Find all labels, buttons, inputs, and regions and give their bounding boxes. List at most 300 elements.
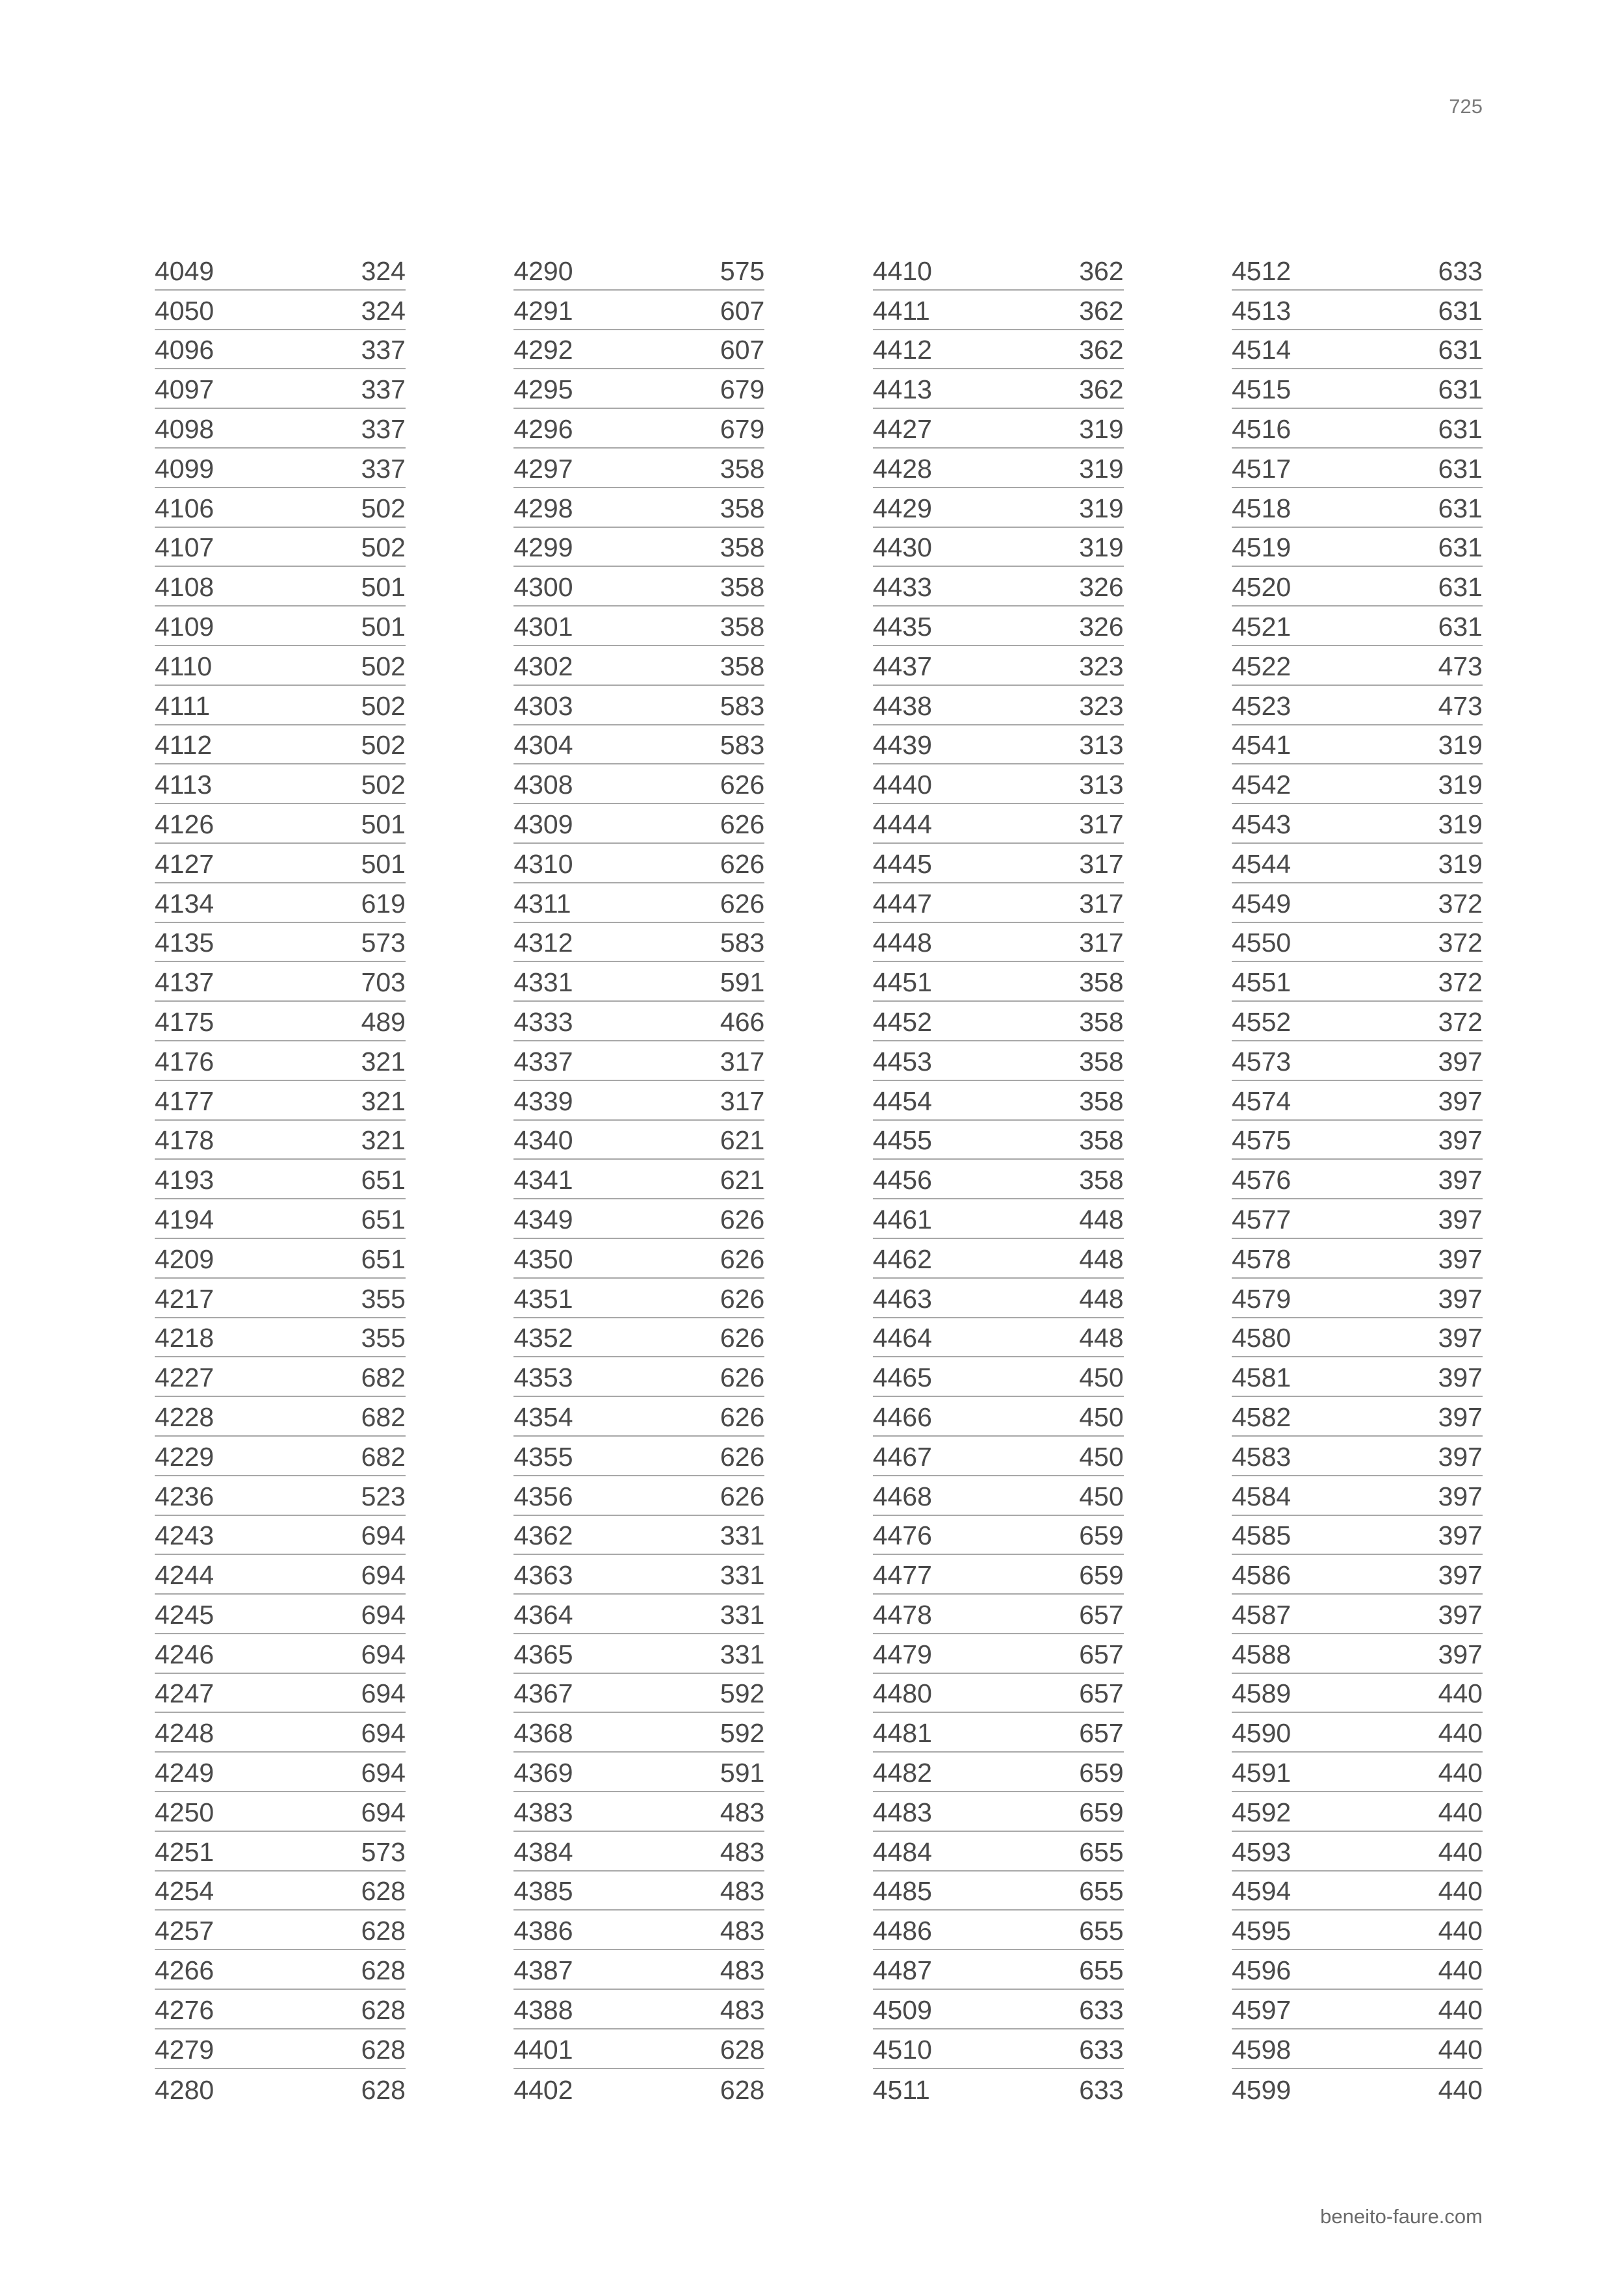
index-row <box>1232 1318 1483 1358</box>
index-row <box>155 1872 406 1911</box>
index-row <box>513 528 764 567</box>
index-row <box>155 1121 406 1160</box>
index-row <box>1232 1041 1483 1081</box>
index-row <box>1232 567 1483 607</box>
reference-number: 4384 <box>513 1836 573 1867</box>
index-row <box>873 1081 1124 1121</box>
page-reference: 655 <box>1079 1836 1124 1867</box>
reference-number: 4574 <box>1231 1086 1292 1116</box>
reference-number: 4175 <box>155 1006 214 1037</box>
index-row <box>1232 1081 1483 1121</box>
page-reference: 626 <box>720 1283 765 1314</box>
reference-number: 4291 <box>513 295 573 326</box>
page-reference: 633 <box>1079 2075 1124 2106</box>
index-row <box>155 291 406 330</box>
index-row <box>873 725 1124 765</box>
page-reference: 319 <box>1079 413 1124 444</box>
reference-index <box>155 251 1483 2108</box>
index-row <box>513 449 764 488</box>
reference-number: 4592 <box>1231 1797 1292 1827</box>
index-row <box>873 764 1124 804</box>
reference-number: 4464 <box>872 1323 932 1353</box>
index-row <box>1232 251 1483 291</box>
reference-number: 4466 <box>872 1402 932 1432</box>
reference-number: 4311 <box>513 888 571 919</box>
reference-number: 4383 <box>513 1797 573 1827</box>
index-row <box>873 1634 1124 1674</box>
page-reference: 317 <box>1079 928 1124 958</box>
index-row <box>155 1832 406 1872</box>
page-reference: 626 <box>720 888 765 919</box>
reference-number: 4573 <box>1231 1046 1292 1076</box>
index-row <box>513 409 764 449</box>
page-reference: 397 <box>1438 1639 1483 1669</box>
reference-number: 4444 <box>872 809 932 839</box>
page-reference: 682 <box>361 1441 406 1472</box>
page-reference: 372 <box>1438 967 1483 998</box>
index-row <box>873 1121 1124 1160</box>
index-row <box>513 607 764 646</box>
page-reference: 448 <box>1079 1244 1124 1274</box>
index-row <box>1232 1121 1483 1160</box>
index-row <box>873 1872 1124 1911</box>
page-reference: 450 <box>1079 1402 1124 1432</box>
reference-number: 4341 <box>513 1165 573 1195</box>
index-row <box>1232 1555 1483 1595</box>
page-reference: 626 <box>720 1244 765 1274</box>
reference-number: 4429 <box>872 493 932 523</box>
page-reference: 337 <box>361 335 406 365</box>
index-row <box>873 1437 1124 1476</box>
reference-number: 4597 <box>1231 1994 1292 2025</box>
page-reference: 440 <box>1438 1797 1483 1827</box>
reference-number: 4487 <box>872 1955 932 1986</box>
page-reference: 331 <box>720 1560 765 1591</box>
index-row <box>513 1516 764 1556</box>
page-reference: 362 <box>1079 295 1124 326</box>
reference-number: 4134 <box>155 888 214 919</box>
page-reference: 631 <box>1438 611 1483 642</box>
reference-number: 4350 <box>513 1244 573 1274</box>
page-reference: 397 <box>1438 1402 1483 1432</box>
reference-number: 4193 <box>155 1165 214 1195</box>
index-row <box>1232 1753 1483 1792</box>
index-row <box>873 369 1124 409</box>
index-row <box>513 1950 764 1990</box>
page-reference: 358 <box>1079 1165 1124 1195</box>
index-row <box>1232 528 1483 567</box>
index-row <box>155 409 406 449</box>
index-row <box>155 607 406 646</box>
reference-number: 4550 <box>1231 928 1292 958</box>
page-reference: 607 <box>720 335 765 365</box>
index-row <box>873 1990 1124 2029</box>
page-reference: 397 <box>1438 1086 1483 1116</box>
page-reference: 583 <box>720 730 765 761</box>
reference-number: 4519 <box>1231 532 1292 563</box>
page-reference: 694 <box>361 1639 406 1669</box>
reference-number: 4468 <box>872 1481 932 1511</box>
page-reference: 358 <box>720 453 765 484</box>
page-reference: 321 <box>361 1046 406 1076</box>
page-reference: 317 <box>1079 809 1124 839</box>
reference-number: 4309 <box>513 809 573 839</box>
reference-number: 4461 <box>872 1204 932 1234</box>
index-row <box>513 567 764 607</box>
reference-number: 4236 <box>155 1481 214 1511</box>
reference-number: 4486 <box>872 1916 932 1946</box>
reference-number: 4542 <box>1231 770 1292 800</box>
page-reference: 319 <box>1079 453 1124 484</box>
page-reference: 575 <box>720 255 765 286</box>
page-reference: 397 <box>1438 1481 1483 1511</box>
index-row <box>873 686 1124 725</box>
index-row <box>155 1041 406 1081</box>
reference-number: 4254 <box>155 1876 214 1907</box>
reference-number: 4276 <box>155 1994 214 2025</box>
reference-number: 4587 <box>1231 1599 1292 1630</box>
reference-number: 4433 <box>872 572 932 603</box>
reference-number: 4387 <box>513 1955 573 1986</box>
page-reference: 397 <box>1438 1520 1483 1551</box>
index-row <box>513 1872 764 1911</box>
reference-number: 4266 <box>155 1955 214 1986</box>
page-reference: 331 <box>720 1639 765 1669</box>
reference-number: 4113 <box>155 770 213 800</box>
index-column-3 <box>873 251 1124 2108</box>
page-reference: 473 <box>1438 651 1483 681</box>
index-row <box>513 1199 764 1239</box>
reference-number: 4245 <box>155 1599 214 1630</box>
reference-number: 4298 <box>513 493 573 523</box>
index-row <box>873 883 1124 923</box>
reference-number: 4110 <box>155 651 213 681</box>
reference-number: 4596 <box>1231 1955 1292 1986</box>
page-reference: 319 <box>1438 770 1483 800</box>
reference-number: 4580 <box>1231 1323 1292 1353</box>
index-row <box>513 330 764 370</box>
page-reference: 631 <box>1438 532 1483 563</box>
reference-number: 4451 <box>872 967 932 998</box>
reference-number: 4513 <box>1231 295 1292 326</box>
reference-number: 4302 <box>513 651 573 681</box>
index-row <box>155 844 406 883</box>
index-row <box>1232 291 1483 330</box>
index-row <box>1232 962 1483 1002</box>
reference-number: 4297 <box>513 453 573 484</box>
page-reference: 501 <box>361 848 406 879</box>
reference-number: 4576 <box>1231 1165 1292 1195</box>
reference-number: 4351 <box>513 1283 573 1314</box>
page-reference: 631 <box>1438 493 1483 523</box>
reference-number: 4584 <box>1231 1481 1292 1511</box>
index-row <box>513 725 764 765</box>
reference-number: 4512 <box>1231 255 1292 286</box>
index-column-4 <box>1232 251 1483 2108</box>
index-row <box>155 1990 406 2029</box>
index-row <box>513 488 764 528</box>
page-reference: 362 <box>1079 374 1124 405</box>
index-row <box>1232 883 1483 923</box>
index-row <box>513 291 764 330</box>
reference-number: 4591 <box>1231 1758 1292 1788</box>
index-row <box>155 1357 406 1397</box>
index-row <box>1232 804 1483 844</box>
page-reference: 319 <box>1438 809 1483 839</box>
reference-number: 4599 <box>1231 2075 1292 2106</box>
index-row <box>873 251 1124 291</box>
reference-number: 4217 <box>155 1283 214 1314</box>
index-row <box>513 1437 764 1476</box>
reference-number: 4218 <box>155 1323 214 1353</box>
index-row <box>1232 1832 1483 1872</box>
page-reference: 358 <box>720 493 765 523</box>
page-reference: 362 <box>1079 335 1124 365</box>
index-row <box>155 1081 406 1121</box>
reference-number: 4353 <box>513 1363 573 1393</box>
reference-number: 4518 <box>1231 493 1292 523</box>
index-row <box>155 1911 406 1950</box>
page-reference: 694 <box>361 1520 406 1551</box>
page-reference: 440 <box>1438 1916 1483 1946</box>
reference-number: 4590 <box>1231 1718 1292 1749</box>
index-row <box>873 607 1124 646</box>
page-reference: 633 <box>1438 255 1483 286</box>
reference-number: 4427 <box>872 413 932 444</box>
reference-number: 4111 <box>155 690 211 721</box>
index-row <box>155 1950 406 1990</box>
page-reference: 313 <box>1079 730 1124 761</box>
index-row <box>513 1002 764 1041</box>
index-row <box>513 1357 764 1397</box>
reference-number: 4509 <box>872 1994 932 2025</box>
reference-number: 4248 <box>155 1718 214 1749</box>
index-row <box>1232 725 1483 765</box>
reference-number: 4595 <box>1231 1916 1292 1946</box>
page-number: 725 <box>1449 95 1483 118</box>
reference-number: 4541 <box>1231 730 1292 761</box>
page-reference: 372 <box>1438 1006 1483 1037</box>
index-row <box>1232 369 1483 409</box>
reference-number: 4244 <box>155 1560 214 1591</box>
reference-number: 4589 <box>1231 1678 1292 1709</box>
reference-number: 4280 <box>155 2075 214 2106</box>
index-row <box>513 1832 764 1872</box>
page-reference: 448 <box>1079 1283 1124 1314</box>
index-row <box>155 1002 406 1041</box>
reference-number: 4365 <box>513 1639 573 1669</box>
page-reference: 651 <box>361 1204 406 1234</box>
reference-number: 4412 <box>872 335 932 365</box>
reference-number: 4549 <box>1231 888 1292 919</box>
page-reference: 607 <box>720 295 765 326</box>
reference-number: 4176 <box>155 1046 214 1076</box>
index-row <box>1232 1279 1483 1318</box>
reference-number: 4543 <box>1231 809 1292 839</box>
index-row <box>1232 1713 1483 1753</box>
page-reference: 694 <box>361 1599 406 1630</box>
reference-number: 4339 <box>513 1086 573 1116</box>
page-reference: 337 <box>361 374 406 405</box>
reference-number: 4340 <box>513 1125 573 1156</box>
page-reference: 483 <box>720 1836 765 1867</box>
index-row <box>513 1318 764 1358</box>
page-reference: 621 <box>720 1165 765 1195</box>
index-row <box>873 1792 1124 1832</box>
index-row <box>155 883 406 923</box>
index-row <box>873 1753 1124 1792</box>
index-row <box>155 686 406 725</box>
reference-number: 4249 <box>155 1758 214 1788</box>
index-row <box>513 962 764 1002</box>
page-reference: 358 <box>720 611 765 642</box>
index-row <box>155 1476 406 1516</box>
index-row <box>513 686 764 725</box>
page-reference: 659 <box>1079 1797 1124 1827</box>
index-row <box>1232 646 1483 686</box>
page-reference: 659 <box>1079 1560 1124 1591</box>
page-reference: 626 <box>720 1441 765 1472</box>
index-row <box>873 1713 1124 1753</box>
index-row <box>1232 1990 1483 2029</box>
reference-number: 4484 <box>872 1836 932 1867</box>
index-row <box>513 1990 764 2029</box>
index-row <box>873 646 1124 686</box>
index-row <box>1232 607 1483 646</box>
index-row <box>513 844 764 883</box>
reference-number: 4516 <box>1231 413 1292 444</box>
page-reference: 619 <box>361 888 406 919</box>
index-row <box>155 1555 406 1595</box>
reference-number: 4178 <box>155 1125 214 1156</box>
page-reference: 501 <box>361 809 406 839</box>
reference-number: 4401 <box>513 2034 573 2065</box>
reference-number: 4127 <box>155 848 214 879</box>
index-row <box>1232 1950 1483 1990</box>
page-reference: 628 <box>720 2075 765 2106</box>
page-reference: 483 <box>720 1797 765 1827</box>
page-reference: 703 <box>361 967 406 998</box>
index-row <box>1232 1872 1483 1911</box>
reference-number: 4355 <box>513 1441 573 1472</box>
reference-number: 4582 <box>1231 1402 1292 1432</box>
page-reference: 440 <box>1438 1836 1483 1867</box>
index-row <box>155 1160 406 1199</box>
index-row <box>155 2029 406 2069</box>
index-row <box>873 1279 1124 1318</box>
reference-number: 4448 <box>872 928 932 958</box>
index-row <box>873 1476 1124 1516</box>
page-reference: 626 <box>720 1402 765 1432</box>
page-reference: 631 <box>1438 335 1483 365</box>
reference-number: 4522 <box>1231 651 1292 681</box>
page-reference: 397 <box>1438 1441 1483 1472</box>
page-reference: 502 <box>361 730 406 761</box>
reference-number: 4575 <box>1231 1125 1292 1156</box>
reference-number: 4106 <box>155 493 214 523</box>
reference-number: 4247 <box>155 1678 214 1709</box>
page-reference: 657 <box>1079 1718 1124 1749</box>
page-reference: 397 <box>1438 1165 1483 1195</box>
page-reference: 397 <box>1438 1560 1483 1591</box>
index-row <box>155 646 406 686</box>
page-reference: 631 <box>1438 295 1483 326</box>
index-row <box>513 646 764 686</box>
page-reference: 628 <box>361 1955 406 1986</box>
page-reference: 631 <box>1438 453 1483 484</box>
reference-number: 4246 <box>155 1639 214 1669</box>
index-row <box>155 1239 406 1279</box>
reference-number: 4099 <box>155 453 214 484</box>
page-reference: 591 <box>720 1758 765 1788</box>
page-reference: 592 <box>720 1678 765 1709</box>
index-row <box>873 923 1124 963</box>
reference-number: 4301 <box>513 611 573 642</box>
page-reference: 573 <box>361 1836 406 1867</box>
reference-number: 4413 <box>872 374 932 405</box>
reference-number: 4304 <box>513 730 573 761</box>
index-row <box>513 1634 764 1674</box>
page-reference: 633 <box>1079 1994 1124 2025</box>
index-row <box>155 764 406 804</box>
index-row <box>513 1041 764 1081</box>
page-reference: 483 <box>720 1876 765 1907</box>
reference-number: 4515 <box>1231 374 1292 405</box>
index-row <box>155 449 406 488</box>
reference-number: 4544 <box>1231 848 1292 879</box>
reference-number: 4300 <box>513 572 573 603</box>
index-row <box>513 369 764 409</box>
index-row <box>1232 1397 1483 1437</box>
index-row <box>873 962 1124 1002</box>
reference-number: 4107 <box>155 532 214 563</box>
index-row <box>873 1595 1124 1634</box>
reference-number: 4368 <box>513 1718 573 1749</box>
page-reference: 659 <box>1079 1758 1124 1788</box>
index-row <box>155 962 406 1002</box>
page-reference: 324 <box>361 255 406 286</box>
page-reference: 483 <box>720 1916 765 1946</box>
index-row <box>873 1832 1124 1872</box>
reference-number: 4250 <box>155 1797 214 1827</box>
index-row <box>873 1318 1124 1358</box>
index-row <box>513 764 764 804</box>
reference-number: 4598 <box>1231 2034 1292 2065</box>
page-reference: 326 <box>1079 611 1124 642</box>
index-row <box>513 1674 764 1714</box>
reference-number: 4362 <box>513 1520 573 1551</box>
page-reference: 679 <box>720 413 765 444</box>
index-row <box>513 2069 764 2109</box>
page-reference: 694 <box>361 1797 406 1827</box>
index-row <box>873 1239 1124 1279</box>
page-reference: 628 <box>361 1876 406 1907</box>
page-reference: 631 <box>1438 413 1483 444</box>
index-row <box>155 1753 406 1792</box>
page-reference: 317 <box>1079 888 1124 919</box>
page-reference: 397 <box>1438 1125 1483 1156</box>
reference-number: 4337 <box>513 1046 573 1076</box>
page-reference: 592 <box>720 1718 765 1749</box>
reference-number: 4312 <box>513 928 573 958</box>
index-row <box>1232 1239 1483 1279</box>
index-row <box>1232 1516 1483 1556</box>
index-row <box>513 1081 764 1121</box>
index-row <box>873 804 1124 844</box>
reference-number: 4465 <box>872 1363 932 1393</box>
page-reference: 694 <box>361 1560 406 1591</box>
index-row <box>513 1753 764 1792</box>
